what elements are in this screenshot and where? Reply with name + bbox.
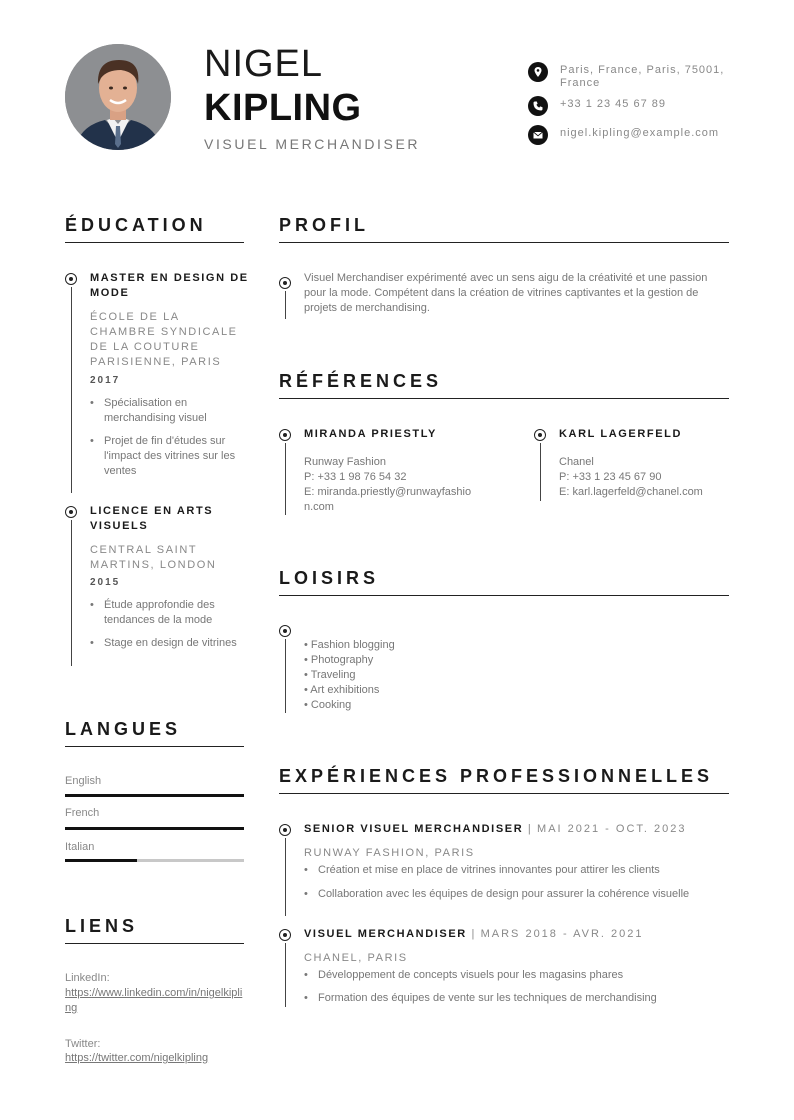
education-year: 2017 bbox=[90, 375, 121, 386]
hobby-item: • Art exhibitions bbox=[304, 684, 380, 696]
reference-name: MIRANDA PRIESTLY bbox=[304, 428, 437, 440]
education-bullet: • Projet de fin d'études sur l'impact des vitrines sur les ventes bbox=[90, 434, 245, 479]
experience-dates: MARS 2018 - AVR. 2021 bbox=[480, 928, 644, 940]
reference-email: E: miranda.priestly@runwayfashion.com bbox=[304, 486, 472, 513]
reference-company: Chanel bbox=[559, 456, 594, 468]
education-school: CENTRAL SAINT MARTINS, LONDON bbox=[90, 544, 217, 571]
location-pin-icon bbox=[528, 62, 548, 82]
profile-photo bbox=[65, 44, 171, 150]
envelope-icon bbox=[528, 125, 548, 145]
hobby-item: • Traveling bbox=[304, 669, 356, 681]
contact-address bbox=[528, 62, 738, 90]
language-level-fill bbox=[65, 859, 137, 862]
profile-text: Visuel Merchandiser expérimenté avec un sens aigu de la créativité et une passion pour la mode. Compétent dans la création de vitrines captivantes et la gestion de projets de merchandising. bbox=[304, 272, 708, 314]
link-label: Twitter: bbox=[65, 1038, 101, 1050]
contact-email bbox=[528, 125, 738, 145]
education-heading: ÉDUCATION bbox=[65, 214, 244, 243]
timeline-dot bbox=[65, 506, 77, 518]
hobbies-heading: LOISIRS bbox=[279, 567, 729, 596]
timeline-line bbox=[285, 443, 286, 515]
language-level-fill bbox=[65, 827, 244, 830]
language-name: English bbox=[65, 775, 102, 787]
timeline-line bbox=[285, 838, 286, 916]
timeline-line bbox=[540, 443, 541, 501]
education-bullet: • Spécialisation en merchandising visuel bbox=[90, 396, 245, 426]
language-level-bar bbox=[65, 827, 244, 830]
experience-company: CHANEL, PARIS bbox=[304, 952, 408, 964]
experience-bullet: • Collaboration avec les équipes de design pour assurer la cohérence visuelle bbox=[304, 887, 734, 902]
experience-heading: EXPÉRIENCES PROFESSIONNELLES bbox=[279, 765, 729, 794]
education-bullet: • Étude approfondie des tendances de la mode bbox=[90, 598, 245, 628]
timeline-dot bbox=[279, 929, 291, 941]
hobby-item: • Photography bbox=[304, 654, 374, 666]
hobby-item: • Fashion blogging bbox=[304, 639, 395, 651]
experience-separator: | bbox=[466, 928, 481, 940]
reference-company: Runway Fashion bbox=[304, 456, 386, 468]
timeline-dot bbox=[279, 824, 291, 836]
education-year: 2015 bbox=[90, 577, 121, 588]
experience-role: SENIOR VISUEL MERCHANDISER bbox=[304, 823, 524, 835]
first-name: NIGEL bbox=[204, 43, 324, 85]
language-level-bar bbox=[65, 794, 244, 797]
profile-heading: PROFIL bbox=[279, 214, 729, 243]
timeline-dot bbox=[279, 625, 291, 637]
experience-separator: | bbox=[523, 823, 538, 835]
language-level-bar bbox=[65, 859, 244, 862]
experience-company: RUNWAY FASHION, PARIS bbox=[304, 847, 475, 859]
timeline-line bbox=[71, 287, 72, 493]
timeline-dot bbox=[534, 429, 546, 441]
timeline-line bbox=[285, 291, 286, 319]
experience-bullet: • Création et mise en place de vitrines innovantes pour attirer les clients bbox=[304, 863, 734, 878]
timeline-dot bbox=[279, 429, 291, 441]
timeline-dot bbox=[279, 277, 291, 289]
phone-text: +33 1 23 45 67 89 bbox=[560, 98, 666, 110]
language-name: French bbox=[65, 807, 100, 819]
references-heading: RÉFÉRENCES bbox=[279, 370, 729, 399]
links-heading: LIENS bbox=[65, 915, 244, 944]
linkedin-link[interactable]: https://www.linkedin.com/in/nigelkipling bbox=[65, 987, 243, 1014]
reference-phone: P: +33 1 23 45 67 90 bbox=[559, 471, 662, 483]
education-degree: MASTER EN DESIGN DE MODE bbox=[90, 272, 249, 299]
phone-icon bbox=[528, 96, 548, 116]
job-title: VISUEL MERCHANDISER bbox=[204, 136, 421, 152]
email-text[interactable]: nigel.kipling@example.com bbox=[560, 127, 720, 139]
address-text: Paris, France, Paris, 75001, France bbox=[560, 64, 725, 89]
experience-title bbox=[304, 822, 687, 837]
hobby-item: • Cooking bbox=[304, 699, 352, 711]
experience-role: VISUEL MERCHANDISER bbox=[304, 928, 467, 940]
timeline-line bbox=[285, 943, 286, 1007]
reference-phone: P: +33 1 98 76 54 32 bbox=[304, 471, 407, 483]
experience-bullet: • Développement de concepts visuels pour les magasins phares bbox=[304, 968, 734, 983]
reference-email: E: karl.lagerfeld@chanel.com bbox=[559, 486, 703, 498]
languages-heading: LANGUES bbox=[65, 718, 244, 747]
contact-phone bbox=[528, 96, 738, 116]
timeline-line bbox=[71, 520, 72, 666]
education-school: ÉCOLE DE LA CHAMBRE SYNDICALE DE LA COUTURE PARISIENNE, PARIS bbox=[90, 311, 238, 368]
experience-dates: MAI 2021 - OCT. 2023 bbox=[537, 823, 687, 835]
experience-bullet: • Formation des équipes de vente sur les techniques de merchandising bbox=[304, 991, 734, 1006]
education-bullet: • Stage en design de vitrines bbox=[90, 636, 245, 651]
timeline-dot bbox=[65, 273, 77, 285]
language-name: Italian bbox=[65, 841, 95, 853]
education-degree: LICENCE EN ARTS VISUELS bbox=[90, 505, 214, 532]
link-label: LinkedIn: bbox=[65, 972, 110, 984]
language-level-fill bbox=[65, 794, 244, 797]
timeline-line bbox=[285, 639, 286, 713]
twitter-link[interactable]: https://twitter.com/nigelkipling bbox=[65, 1052, 209, 1064]
experience-title bbox=[304, 927, 643, 942]
reference-name: KARL LAGERFELD bbox=[559, 428, 683, 440]
last-name: KIPLING bbox=[204, 87, 362, 129]
